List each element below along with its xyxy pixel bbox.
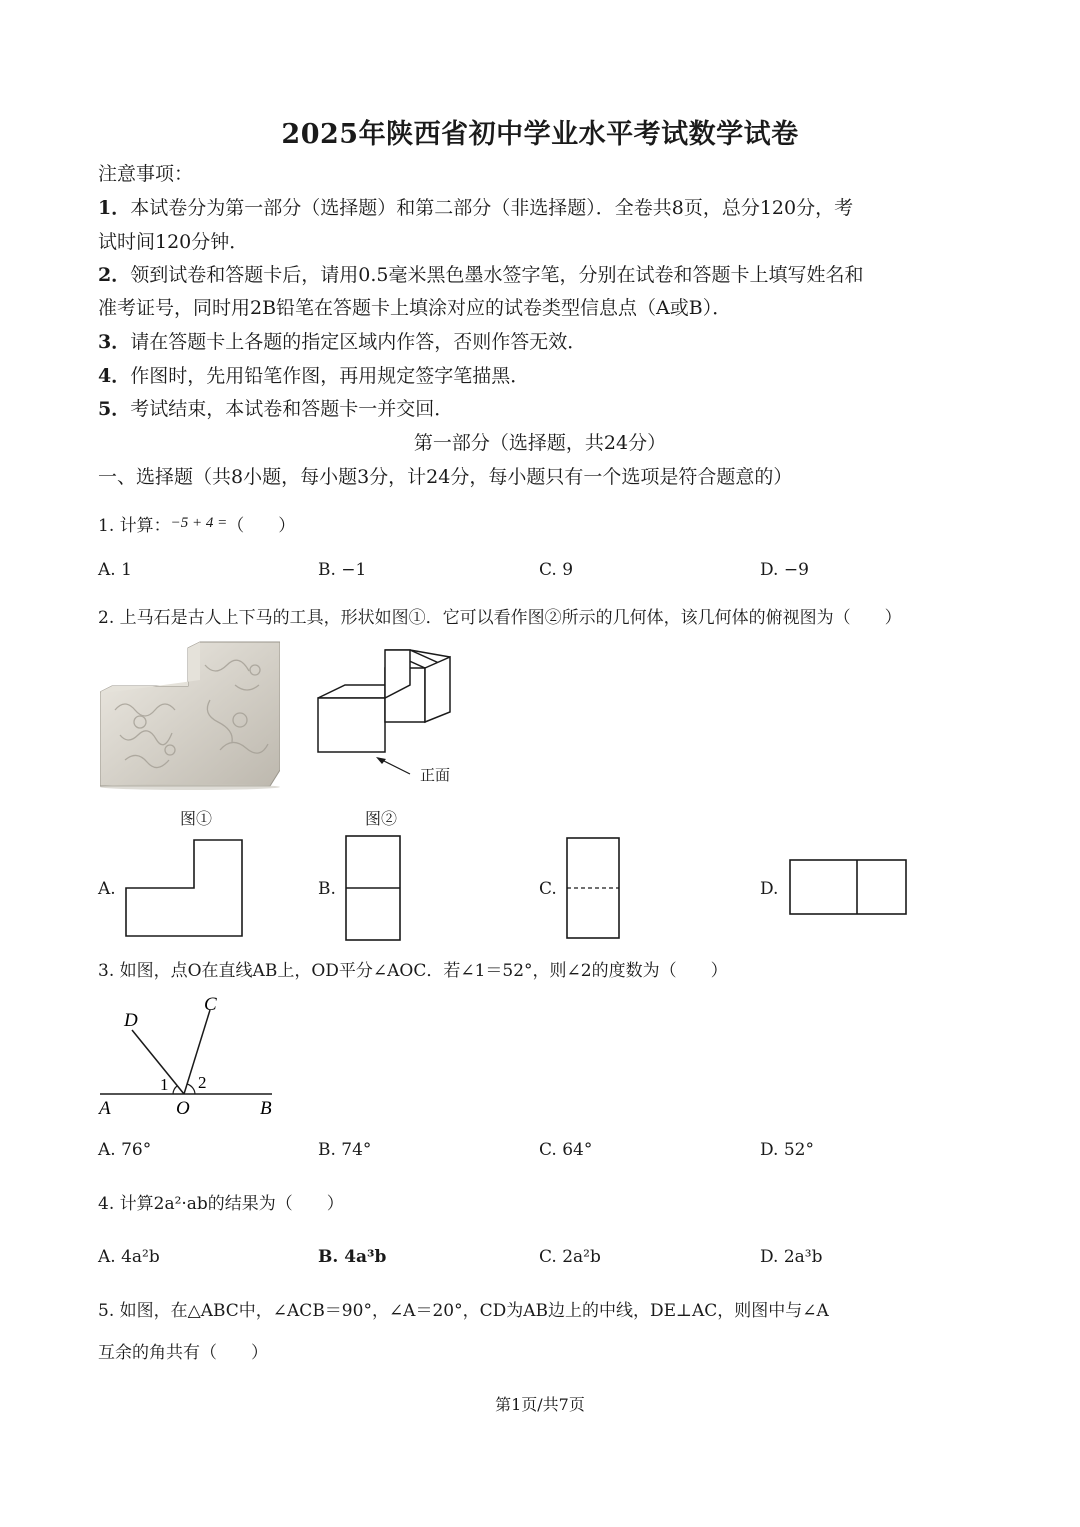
q4-option-c: C. 2a²b	[539, 1247, 601, 1267]
note-1-cont: 试时间120分钟．	[98, 231, 249, 253]
q2-option-c-figure	[565, 836, 623, 942]
section1-heading: 一、选择题（共8小题，每小题3分，计24分，每小题只有一个选项是符合题意的）	[98, 466, 793, 488]
point-o-label: O	[176, 1098, 190, 1119]
geometry-solid-figure	[300, 640, 470, 790]
note-4	[98, 362, 529, 390]
q1-expr: −5 + 4 =	[170, 515, 228, 531]
q4-stem: 4. 计算2a²·ab的结果为（ ）	[98, 1194, 344, 1214]
note-2	[98, 261, 863, 289]
note-5-text: 考试结束，本试卷和答题卡一并交回．	[130, 398, 454, 420]
note-2-text: 领到试卷和答题卡后，请用0.5毫米黑色墨水签字笔，分别在试卷和答题卡上填写姓名和	[130, 264, 864, 286]
q2-option-a-figure	[124, 838, 246, 940]
q3-option-c: C. 64°	[539, 1140, 593, 1160]
angle-2-label: 2	[198, 1073, 207, 1092]
point-a-label: A	[99, 1098, 111, 1119]
point-c-label: C	[204, 994, 217, 1015]
note-4-text: 作图时，先用铅笔作图，再用规定签字笔描黑．	[130, 365, 530, 387]
q1-option-a: A. 1	[98, 560, 132, 580]
point-b-label: B	[260, 1098, 272, 1119]
note-2-cont: 准考证号，同时用2B铅笔在答题卡上填涂对应的试卷类型信息点（A或B）．	[98, 297, 732, 319]
page-title: 2025年陕西省初中学业水平考试数学试卷	[281, 119, 799, 150]
q2-option-d-figure	[788, 858, 910, 918]
note-3-text: 请在答题卡上各题的指定区域内作答，否则作答无效．	[130, 331, 587, 353]
q1-stem	[98, 511, 295, 536]
q1-option-d: D. −9	[760, 560, 809, 580]
notes-heading: 注意事项：	[98, 163, 194, 185]
q3-angle-figure	[96, 990, 286, 1120]
q3-option-d: D. 52°	[760, 1140, 814, 1160]
q1-label: 1. 计算：	[98, 516, 171, 536]
mounting-stone-photo	[100, 640, 280, 790]
q5-stem-line1: 5. 如图，在△ABC中，∠ACB＝90°，∠A＝20°，CD为AB边上的中线，DE⊥AC，则图中与∠A	[98, 1301, 829, 1321]
page-footer: 第1页/共7页	[495, 1395, 585, 1414]
note-1-text: 本试卷分为第一部分（选择题）和第二部分（非选择题）．全卷共8页，总分120分，考	[130, 197, 854, 219]
q3-option-a: A. 76°	[98, 1140, 152, 1160]
q2-option-c-label: C.	[539, 879, 557, 899]
fig2-label: 图②	[365, 809, 398, 828]
angle-1-label: 1	[160, 1075, 169, 1094]
note-4-num: 4．	[98, 365, 131, 387]
q1-option-b: B. −1	[318, 560, 367, 580]
note-1	[98, 194, 853, 222]
note-3	[98, 328, 586, 356]
q2-stem: 2. 上马石是古人上下马的工具，形状如图①．它可以看作图②所示的几何体，该几何体的俯视图为（ ）	[98, 608, 902, 628]
front-label: 正面	[420, 768, 451, 784]
q2-option-d-label: D.	[760, 879, 779, 899]
note-2-num: 2．	[98, 264, 131, 286]
fig1-label: 图①	[180, 809, 213, 828]
q4-option-b: B. 4a³b	[318, 1247, 387, 1267]
note-5-num: 5．	[98, 398, 131, 420]
part1-title: 第一部分（选择题，共24分）	[413, 432, 667, 454]
q4-option-d: D. 2a³b	[760, 1247, 823, 1267]
q2-option-b-figure	[344, 834, 404, 944]
q5-stem-line2: 互余的角共有（ ）	[98, 1343, 268, 1363]
note-5	[98, 395, 453, 423]
q2-option-a-label: A.	[98, 879, 116, 899]
point-d-label: D	[124, 1010, 138, 1031]
note-1-num: 1．	[98, 197, 131, 219]
q2-option-b-label: B.	[318, 879, 336, 899]
q3-option-b: B. 74°	[318, 1140, 372, 1160]
note-3-num: 3．	[98, 331, 131, 353]
q1-option-c: C. 9	[539, 560, 574, 580]
q1-paren: （ ）	[227, 516, 296, 536]
q3-stem: 3. 如图，点O在直线AB上，OD平分∠AOC．若∠1＝52°，则∠2的度数为（ ）	[98, 961, 728, 981]
q4-option-a: A. 4a²b	[98, 1247, 160, 1267]
